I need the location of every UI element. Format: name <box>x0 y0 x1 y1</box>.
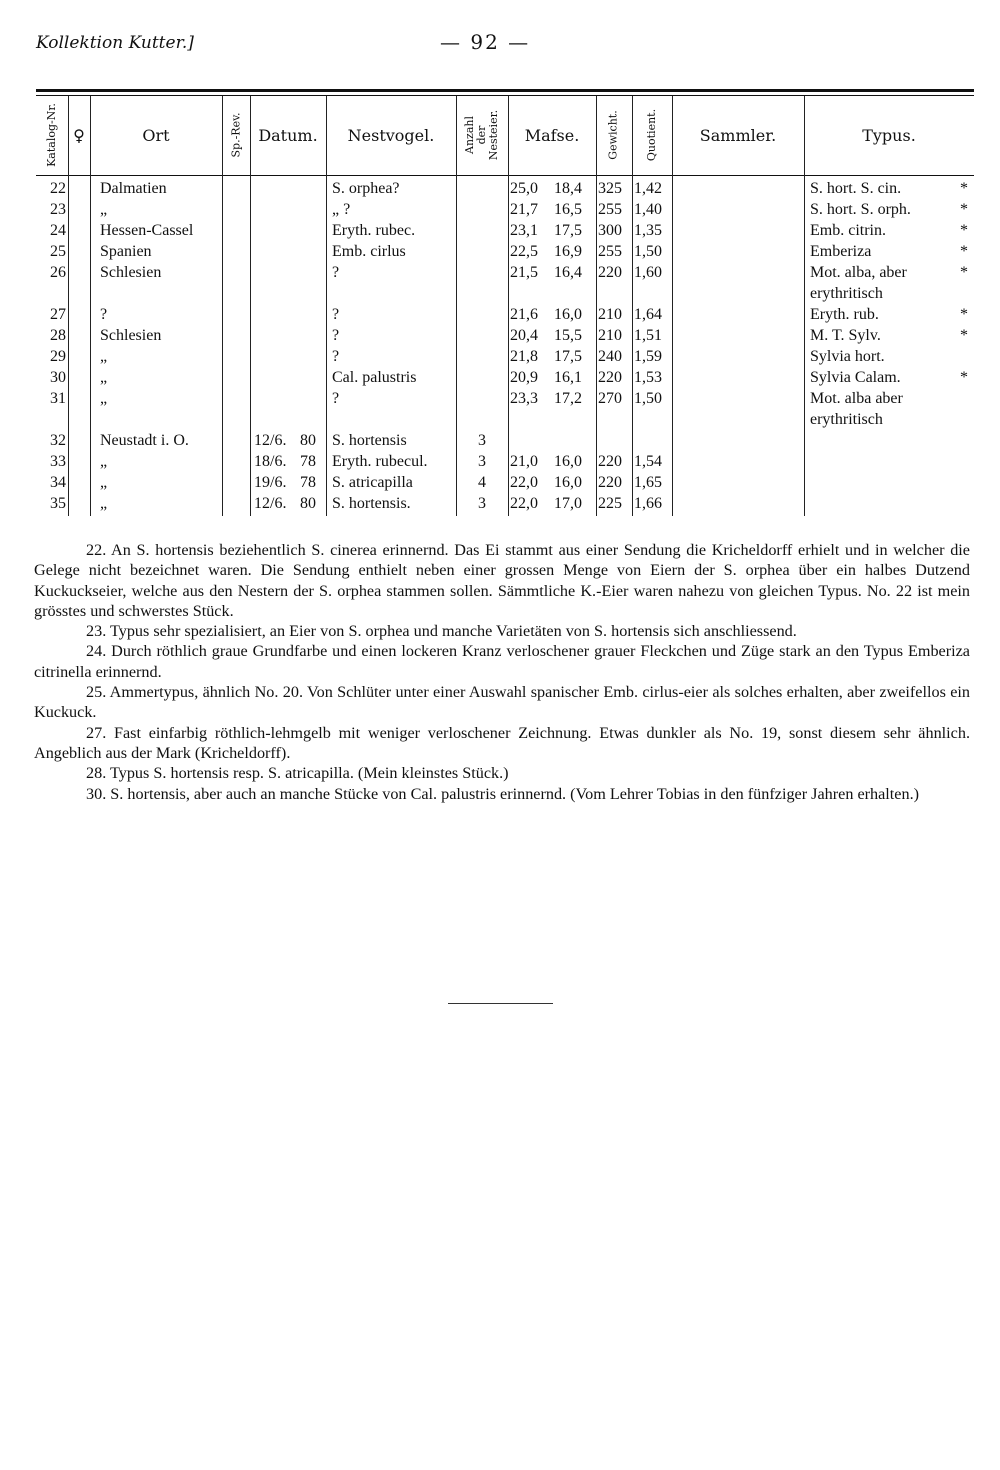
cell-vogel: „ ? <box>332 201 351 218</box>
cell-vogel: S. atricapilla <box>332 474 413 491</box>
cell-ort: „ <box>100 201 108 218</box>
table-row <box>0 453 1000 473</box>
cell-m1: 25,0 <box>510 180 538 197</box>
cell-m1: 22,0 <box>510 495 538 512</box>
cell-ort: „ <box>100 369 108 386</box>
cell-q: 1,54 <box>634 453 662 470</box>
cell-nr: 34 <box>50 474 66 491</box>
col-header-masse: Mafse. <box>524 125 580 145</box>
cell-star: * <box>960 222 968 239</box>
cell-year: 80 <box>300 432 316 449</box>
cell-gew: 210 <box>598 327 622 344</box>
cell-q: 1,65 <box>634 474 662 491</box>
cell-q: 1,64 <box>634 306 662 323</box>
table-row <box>0 348 1000 368</box>
cell-datum: 19/6. <box>254 474 287 491</box>
cell-typ: S. hort. S. cin. <box>810 180 902 197</box>
note-30: 30. S. hortensis, aber auch an manche Stücke von Cal. palustris erinnernd. (Vom Lehrer Tobias in den fünfziger Jahren erhalten.) <box>86 784 920 803</box>
cell-nr: 28 <box>50 327 66 344</box>
table-row <box>0 327 1000 347</box>
cell-gew: 210 <box>598 306 622 323</box>
cell-nr: 32 <box>50 432 66 449</box>
cell-q: 1,42 <box>634 180 662 197</box>
cell-year: 78 <box>300 453 316 470</box>
table-row <box>0 369 1000 389</box>
cell-typ-cont: erythritisch <box>810 285 883 302</box>
cell-q: 1,60 <box>634 264 662 281</box>
cell-anz: 3 <box>478 432 486 449</box>
cell-vogel: S. orphea? <box>332 180 400 197</box>
cell-ort: „ <box>100 495 108 512</box>
cell-star: * <box>960 180 968 197</box>
cell-nr: 31 <box>50 390 66 407</box>
cell-vogel: ? <box>332 306 340 323</box>
col-header-sex: ♀ <box>73 125 85 145</box>
cell-ort: Schlesien <box>100 327 162 344</box>
collection-header: Kollektion Kutter.] <box>36 33 194 53</box>
cell-q: 1,35 <box>634 222 662 239</box>
cell-vogel: ? <box>332 348 340 365</box>
table-top-rule <box>36 89 974 92</box>
cell-typ: Eryth. rub. <box>810 306 879 323</box>
cell-m2: 16,4 <box>554 264 582 281</box>
cell-m1: 20,9 <box>510 369 538 386</box>
col-header-sprev: Sp.-Rev. <box>229 112 242 158</box>
cell-gew: 325 <box>598 180 622 197</box>
cell-typ: Emberiza <box>810 243 872 260</box>
cell-m2: 18,4 <box>554 180 582 197</box>
cell-vogel: Cal. palustris <box>332 369 417 386</box>
cell-m2: 15,5 <box>554 327 582 344</box>
cell-gew: 270 <box>598 390 622 407</box>
cell-nr: 30 <box>50 369 66 386</box>
cell-q: 1,53 <box>634 369 662 386</box>
cell-m1: 23,3 <box>510 390 538 407</box>
cell-m1: 22,0 <box>510 474 538 491</box>
col-header-datum: Datum. <box>258 125 318 145</box>
footnotes <box>34 540 970 804</box>
cell-q: 1,66 <box>634 495 662 512</box>
cell-m1: 21,8 <box>510 348 538 365</box>
cell-q: 1,50 <box>634 390 662 407</box>
cell-anz: 4 <box>478 474 486 491</box>
cell-vogel: ? <box>332 390 340 407</box>
cell-m2: 17,0 <box>554 495 582 512</box>
cell-star: * <box>960 264 968 281</box>
table-row <box>0 495 1000 515</box>
cell-gew: 220 <box>598 369 622 386</box>
note-24: 24. Durch röthlich graue Grundfarbe und einen lockeren Kranz verloschener grauer Fleckchen und Züge stark an den Typus Emberiza citrinella erinnernd. <box>34 642 970 681</box>
cell-typ: Mot. alba, aber <box>810 264 907 281</box>
cell-q: 1,59 <box>634 348 662 365</box>
cell-m1: 21,5 <box>510 264 538 281</box>
col-header-gewicht: Gewicht. <box>607 110 620 160</box>
table-row <box>0 390 1000 428</box>
cell-ort: Hessen-Cassel <box>100 222 194 239</box>
cell-typ: S. hort. S. orph. <box>810 201 911 218</box>
cell-ort: „ <box>100 453 108 470</box>
cell-m1: 20,4 <box>510 327 538 344</box>
cell-vogel: Eryth. rubecul. <box>332 453 428 470</box>
cell-gew: 255 <box>598 201 622 218</box>
cell-m2: 16,5 <box>554 201 582 218</box>
cell-m2: 16,1 <box>554 369 582 386</box>
cell-gew: 220 <box>598 453 622 470</box>
note-28: 28. Typus S. hortensis resp. S. atricapilla. (Mein kleinstes Stück.) <box>86 764 509 783</box>
table-row <box>0 432 1000 452</box>
cell-year: 78 <box>300 474 316 491</box>
cell-star: * <box>960 327 968 344</box>
cell-anz: 3 <box>478 495 486 512</box>
cell-vogel: Eryth. rubec. <box>332 222 416 239</box>
col-header-typus: Typus. <box>862 125 916 145</box>
cell-vogel: S. hortensis. <box>332 495 411 512</box>
cell-ort: Schlesien <box>100 264 162 281</box>
cell-gew: 255 <box>598 243 622 260</box>
note-23: 23. Typus sehr spezialisiert, an Eier von S. orphea und manche Varietäten von S. hortensis sich anschliessend. <box>86 622 797 641</box>
cell-gew: 220 <box>598 474 622 491</box>
cell-q: 1,51 <box>634 327 662 344</box>
cell-nr: 23 <box>50 201 66 218</box>
cell-typ-cont: erythritisch <box>810 411 883 428</box>
cell-m2: 17,2 <box>554 390 582 407</box>
cell-nr: 22 <box>50 180 66 197</box>
page-number: — 92 — <box>440 30 531 54</box>
cell-gew: 220 <box>598 264 622 281</box>
cell-gew: 225 <box>598 495 622 512</box>
cell-m2: 17,5 <box>554 222 582 239</box>
cell-typ: M. T. Sylv. <box>810 327 881 344</box>
table-row <box>0 180 1000 200</box>
cell-ort: Dalmatien <box>100 180 167 197</box>
cell-typ: Sylvia hort. <box>810 348 885 365</box>
table-row <box>0 201 1000 221</box>
cell-ort: „ <box>100 348 108 365</box>
cell-star: * <box>960 243 968 260</box>
cell-gew: 300 <box>598 222 622 239</box>
cell-datum: 12/6. <box>254 495 287 512</box>
cell-typ: Sylvia Calam. <box>810 369 901 386</box>
cell-m1: 23,1 <box>510 222 538 239</box>
cell-nr: 25 <box>50 243 66 260</box>
cell-vogel: ? <box>332 327 340 344</box>
cell-m1: 22,5 <box>510 243 538 260</box>
table-row <box>0 222 1000 242</box>
col-header-anzahl: Anzahl der Nesteier. <box>463 109 500 161</box>
cell-gew: 240 <box>598 348 622 365</box>
cell-nr: 29 <box>50 348 66 365</box>
cell-datum: 12/6. <box>254 432 287 449</box>
table-header-rule <box>36 175 974 176</box>
col-header-nestvogel: Nestvogel. <box>347 125 435 145</box>
note-25: 25. Ammertypus, ähnlich No. 20. Von Schlüter unter einer Auswahl spanischer Emb. cirlus-eier als solches erhalten, aber zweifellos ein Kuckuck. <box>34 683 970 722</box>
cell-q: 1,40 <box>634 201 662 218</box>
cell-vogel: Emb. cirlus <box>332 243 406 260</box>
cell-m2: 16,0 <box>554 453 582 470</box>
cell-ort: ? <box>100 306 108 323</box>
cell-star: * <box>960 201 968 218</box>
cell-star: * <box>960 369 968 386</box>
col-header-quotient: Quotient. <box>645 108 658 162</box>
end-rule <box>448 1003 553 1004</box>
table-row <box>0 243 1000 263</box>
cell-m2: 16,9 <box>554 243 582 260</box>
cell-ort: „ <box>100 390 108 407</box>
cell-anz: 3 <box>478 453 486 470</box>
cell-m2: 17,5 <box>554 348 582 365</box>
cell-vogel: S. hortensis <box>332 432 407 449</box>
cell-nr: 24 <box>50 222 66 239</box>
cell-nr: 35 <box>50 495 66 512</box>
cell-vogel: ? <box>332 264 340 281</box>
col-header-katalog: Katalog-Nr. <box>45 103 59 167</box>
col-header-ort: Ort <box>142 125 170 145</box>
cell-nr: 27 <box>50 306 66 323</box>
cell-ort: „ <box>100 474 108 491</box>
note-27: 27. Fast einfarbig röthlich-lehmgelb mit weniger verloschener Zeichnung. Etwas dunkler als No. 19, sonst diesem sehr ähnlich. Angeblich aus der Mark (Kricheldorff). <box>34 723 970 762</box>
cell-datum: 18/6. <box>254 453 287 470</box>
cell-ort: Spanien <box>100 243 152 260</box>
cell-ort: Neustadt i. O. <box>100 432 189 449</box>
cell-nr: 33 <box>50 453 66 470</box>
cell-typ: Emb. citrin. <box>810 222 886 239</box>
table-row <box>0 474 1000 494</box>
table-row <box>0 306 1000 326</box>
table-row <box>0 264 1000 302</box>
cell-nr: 26 <box>50 264 66 281</box>
cell-m1: 21,7 <box>510 201 538 218</box>
col-header-sammler: Sammler. <box>699 125 777 145</box>
cell-m1: 21,0 <box>510 453 538 470</box>
cell-m1: 21,6 <box>510 306 538 323</box>
cell-year: 80 <box>300 495 316 512</box>
cell-m2: 16,0 <box>554 306 582 323</box>
note-22: 22. An S. hortensis beziehentlich S. cinerea erinnernd. Das Ei stammt aus einer Sendung die Kricheldorff erhielt und in welcher die Gelege nicht bezeichnet waren. Die Sendung enthielt neben einer grossen Menge von Eiern der S. orphea über ein halbes Dutzend Kuckuckseier, welche aus den Nestern der S. orphea stammen sollen. Sämmtliche K.-Eier waren nahezu von gleichen Typus. No. 22 ist mein grösstes und schwerstes Stück. <box>34 541 970 620</box>
cell-q: 1,50 <box>634 243 662 260</box>
cell-m2: 16,0 <box>554 474 582 491</box>
cell-star: * <box>960 306 968 323</box>
cell-typ: Mot. alba aber <box>810 390 903 407</box>
